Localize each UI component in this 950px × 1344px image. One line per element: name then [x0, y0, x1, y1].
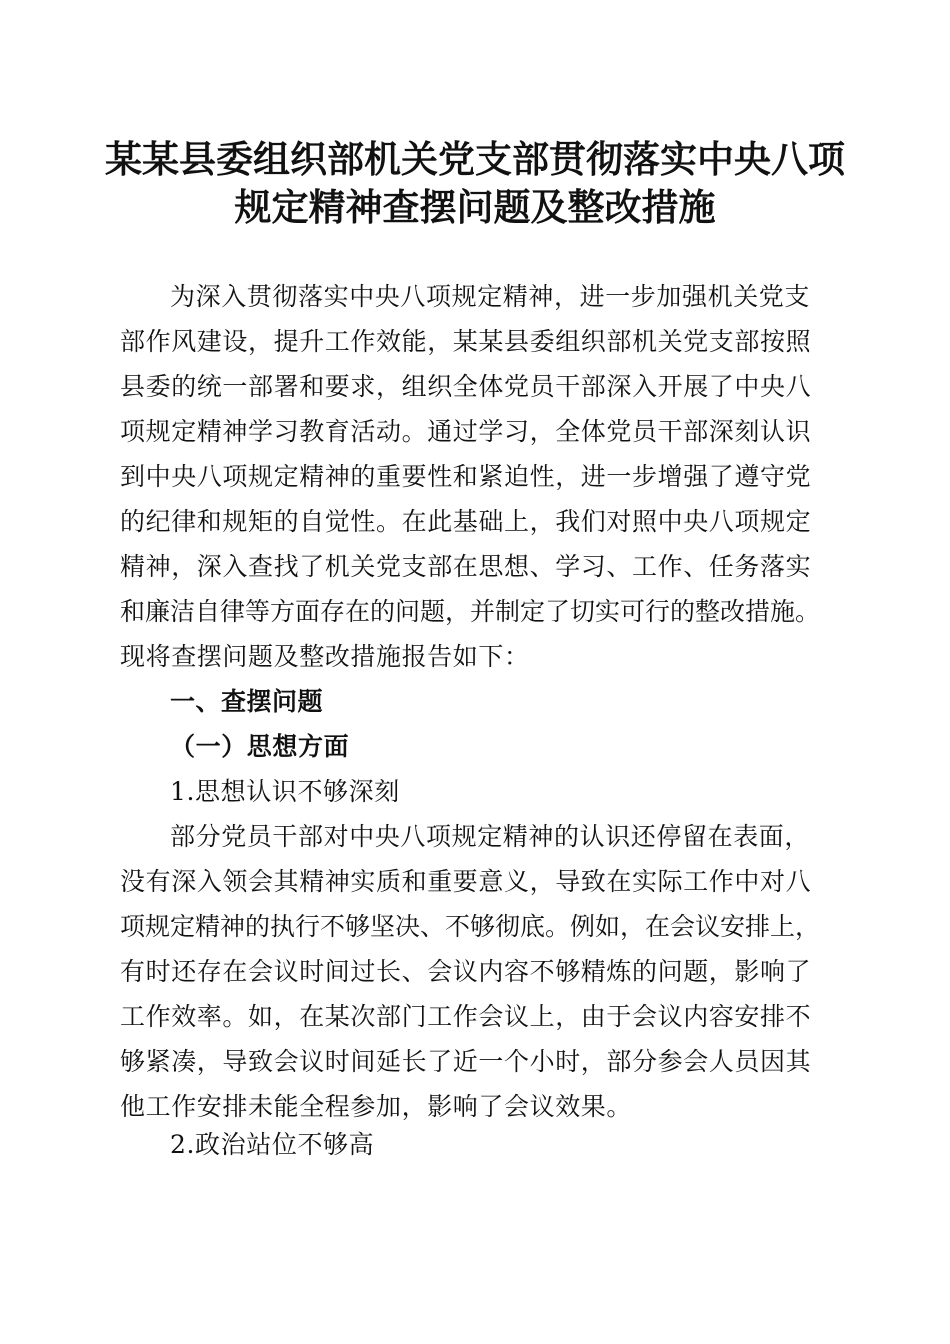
- subsection-heading: （一）思想方面: [170, 732, 350, 761]
- paragraph-line: 够紧凑，导致会议时间延长了近一个小时，部分参会人员因其: [120, 1047, 812, 1076]
- paragraph-line: 项规定精神学习教育活动。通过学习，全体党员干部深刻认识: [120, 417, 812, 446]
- item-heading: 1.思想认识不够深刻: [170, 777, 400, 806]
- paragraph-line: 没有深入领会其精神实质和重要意义，导致在实际工作中对八: [120, 867, 812, 896]
- paragraph-line: 工作效率。如，在某次部门工作会议上，由于会议内容安排不: [120, 1002, 812, 1031]
- paragraph-line: 现将查摆问题及整改措施报告如下：: [120, 642, 530, 671]
- item-heading: 2.政治站位不够高: [170, 1130, 375, 1159]
- paragraph-line: 部分党员干部对中央八项规定精神的认识还停留在表面，: [170, 822, 811, 851]
- paragraph-line: 有时还存在会议时间过长、会议内容不够精炼的问题，影响了: [120, 957, 812, 986]
- paragraph-line: 和廉洁自律等方面存在的问题，并制定了切实可行的整改措施。: [120, 597, 821, 626]
- paragraph-line: 他工作安排未能全程参加，影响了会议效果。: [120, 1092, 633, 1121]
- section-heading: 一、查摆问题: [170, 687, 324, 716]
- title-line: 某某县委组织部机关党支部贯彻落实中央八项: [105, 137, 845, 181]
- paragraph-line: 到中央八项规定精神的重要性和紧迫性，进一步增强了遵守党: [120, 462, 812, 491]
- paragraph-line: 为深入贯彻落实中央八项规定精神，进一步加强机关党支: [170, 282, 811, 311]
- paragraph-line: 精神，深入查找了机关党支部在思想、学习、工作、任务落实: [120, 552, 812, 581]
- paragraph-line: 部作风建设，提升工作效能，某某县委组织部机关党支部按照: [120, 327, 812, 356]
- paragraph-line: 的纪律和规矩的自觉性。在此基础上，我们对照中央八项规定: [120, 507, 812, 536]
- document-title: [100, 135, 850, 231]
- paragraph-line: 项规定精神的执行不够坚决、不够彻底。例如，在会议安排上，: [120, 912, 821, 941]
- paragraph-line: 县委的统一部署和要求，组织全体党员干部深入开展了中央八: [120, 372, 812, 401]
- title-line: 规定精神查摆问题及整改措施: [234, 185, 716, 229]
